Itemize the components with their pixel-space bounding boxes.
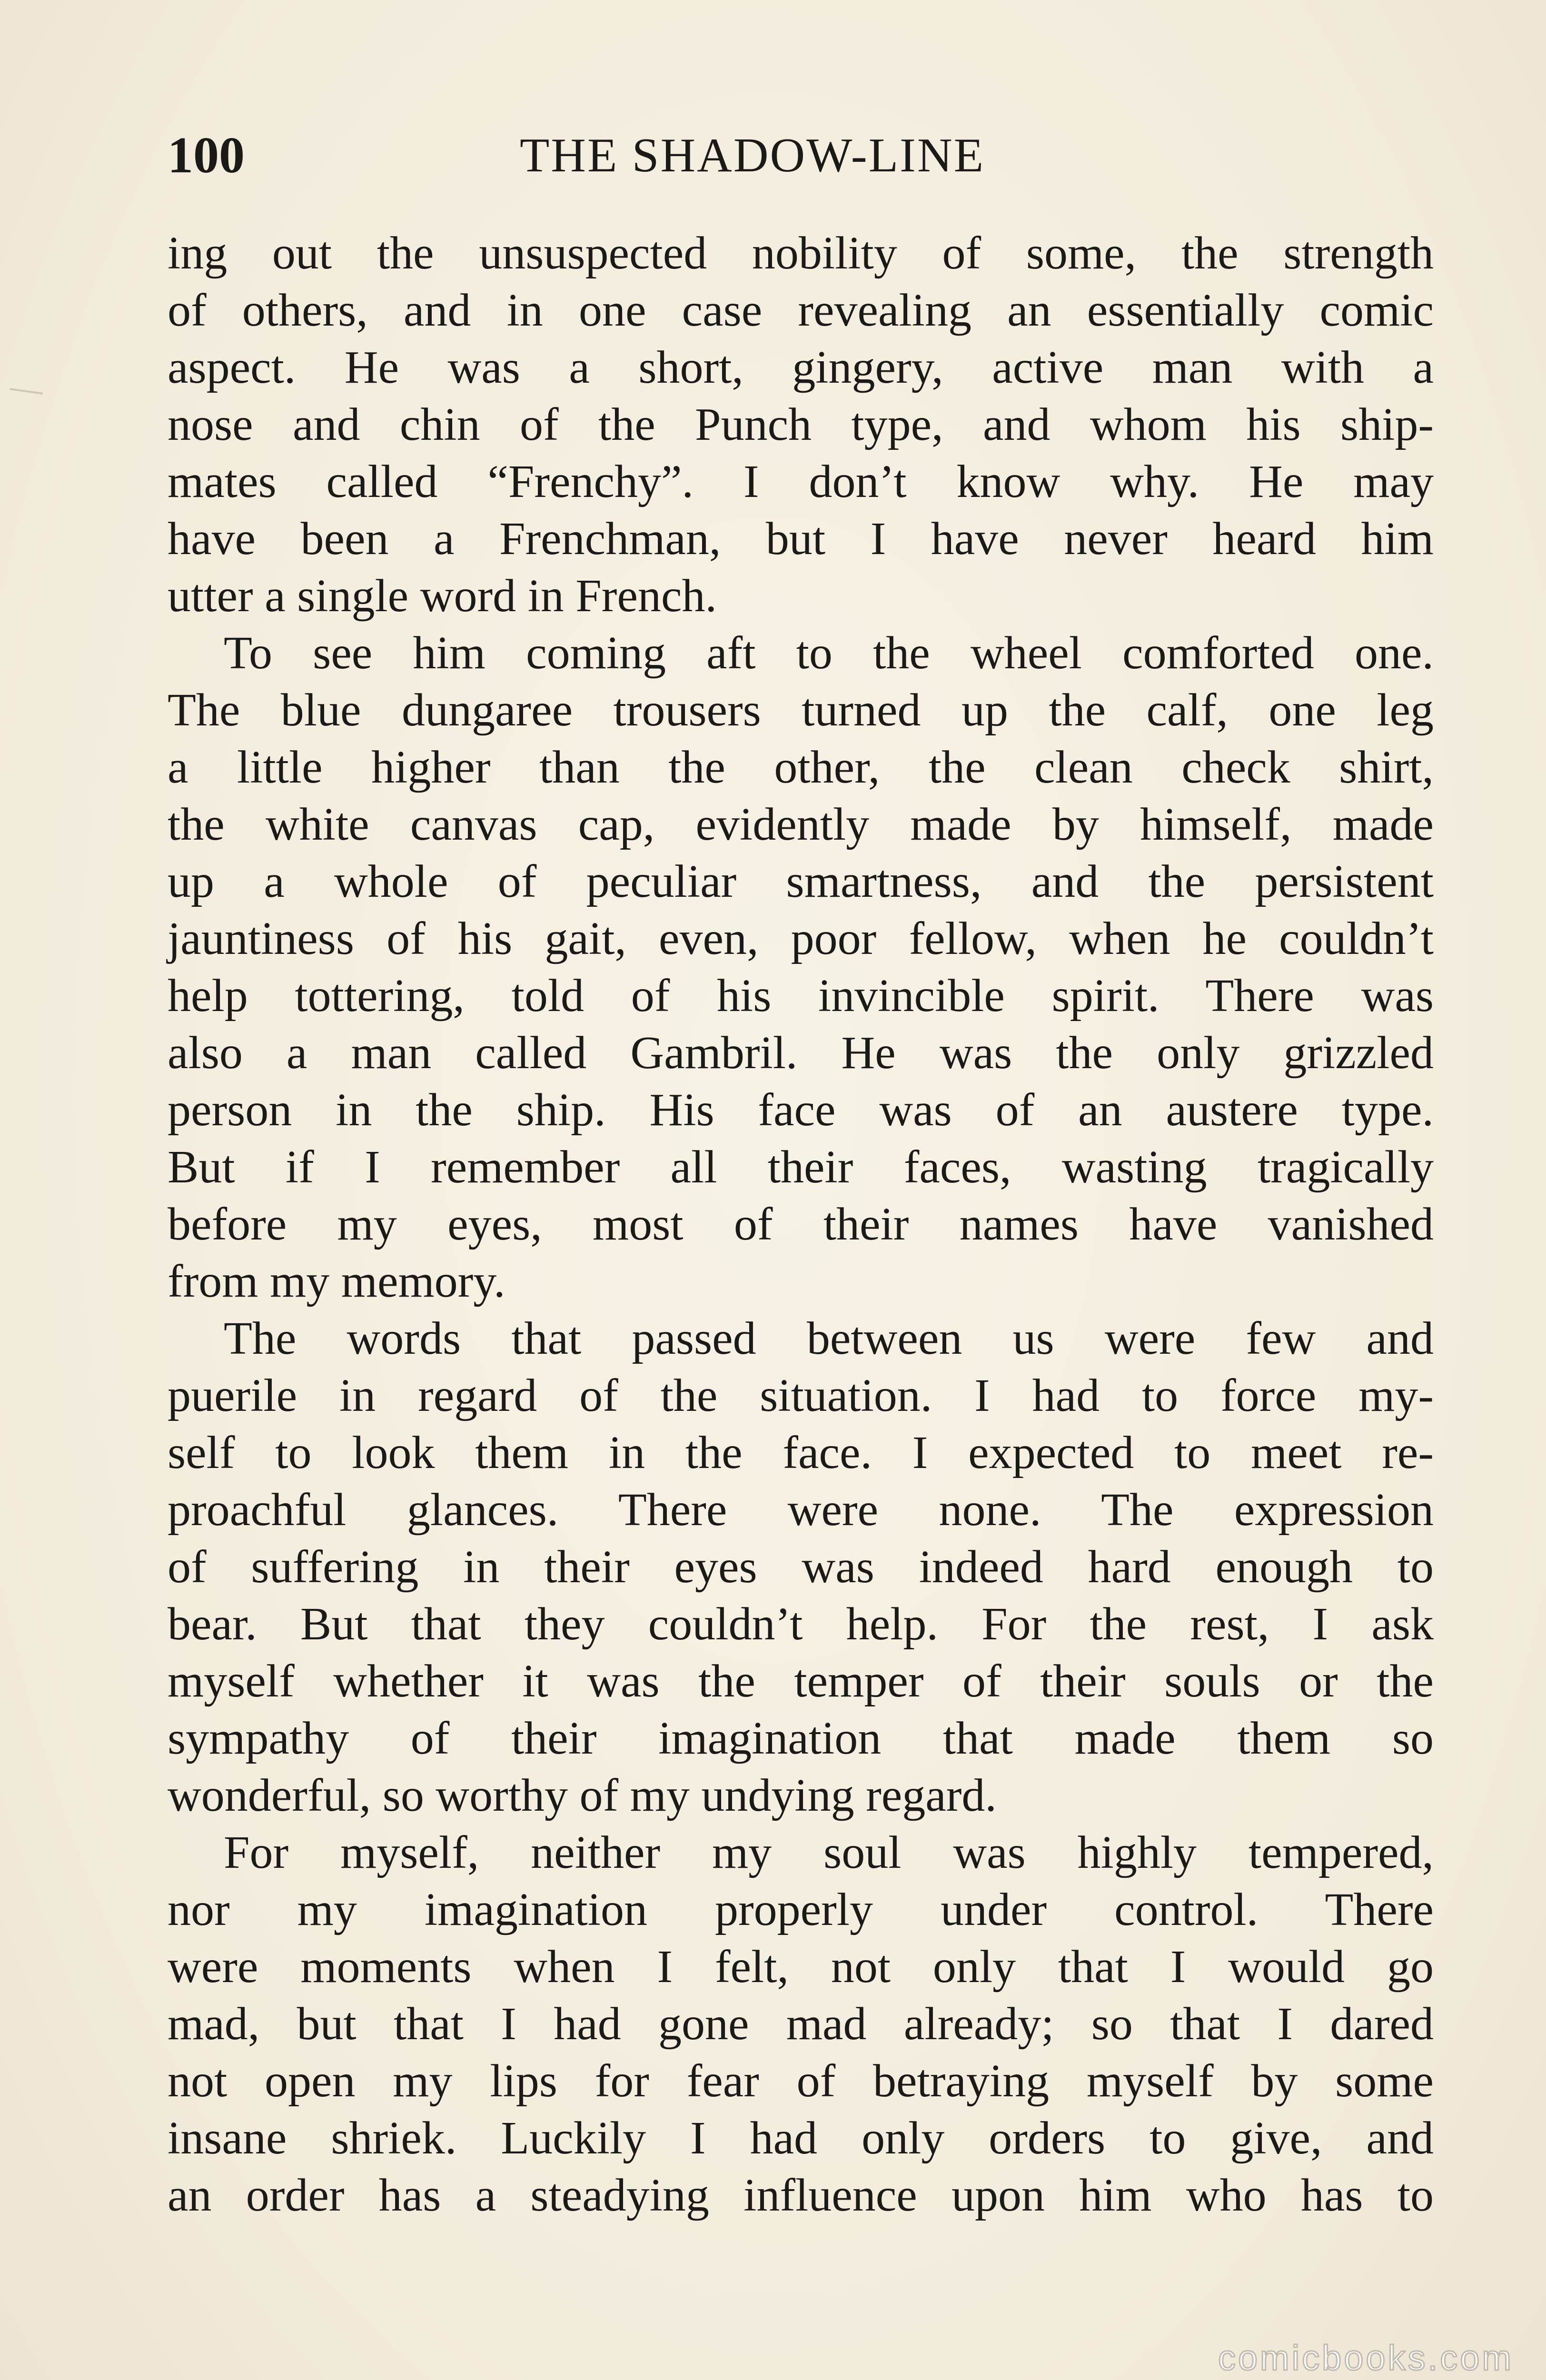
text-line: the white canvas cap, evidently made by himself, made — [168, 799, 1434, 850]
text-line: The blue dungaree trousers turned up the calf, one leg — [168, 684, 1434, 736]
text-line: For myself, neither my soul was highly tempered, — [224, 1827, 1434, 1878]
text-line: nose and chin of the Punch type, and whom his ship- — [168, 399, 1434, 450]
text-line: ing out the unsuspected nobility of some, the strength — [168, 228, 1434, 279]
text-line: have been a Frenchman, but I have never heard him — [168, 513, 1434, 565]
text-line: puerile in regard of the situation. I had to force my- — [168, 1370, 1434, 1421]
text-line: person in the ship. His face was of an austere type. — [168, 1084, 1434, 1136]
text-line: of others, and in one case revealing an essentially comic — [168, 285, 1434, 336]
text-line: proachful glances. There were none. The expression — [168, 1484, 1434, 1536]
text-line: self to look them in the face. I expected to meet re- — [168, 1427, 1434, 1478]
text-line: not open my lips for fear of betraying myself by some — [168, 2055, 1434, 2107]
watermark: comicbooks.com — [1218, 2338, 1514, 2378]
text-line: myself whether it was the temper of their souls or the — [168, 1656, 1434, 1707]
text-line: sympathy of their imagination that made them so — [168, 1713, 1434, 1764]
text-line: insane shriek. Luckily I had only orders to give, and — [168, 2112, 1434, 2164]
page-header — [168, 125, 1434, 187]
text-line: help tottering, told of his invincible spirit. There was — [168, 970, 1434, 1021]
text-line: from my memory. — [168, 1256, 505, 1307]
text-line: To see him coming aft to the wheel comforted one. — [224, 627, 1434, 679]
text-line: up a whole of peculiar smartness, and the persistent — [168, 856, 1434, 907]
text-line: mad, but that I had gone mad already; so that I dared — [168, 1998, 1434, 2050]
text-line: wonderful, so worthy of my undying regard. — [168, 1770, 997, 1821]
margin-mark — [10, 388, 43, 395]
text-line: before my eyes, most of their names have vanished — [168, 1199, 1434, 1250]
text-line: bear. But that they couldn’t help. For the rest, I ask — [168, 1598, 1434, 1650]
text-line: a little higher than the other, the clean check shirt, — [168, 742, 1434, 793]
text-line: of suffering in their eyes was indeed hard enough to — [168, 1541, 1434, 1593]
text-line: utter a single word in French. — [168, 570, 717, 622]
text-line: mates called “Frenchy”. I don’t know why. He may — [168, 456, 1434, 507]
body-text — [168, 225, 1434, 2224]
text-line: aspect. He was a short, gingery, active man with a — [168, 342, 1434, 393]
text-line: But if I remember all their faces, wasting tragically — [168, 1141, 1434, 1193]
text-line: an order has a steadying influence upon him who has to — [168, 2170, 1434, 2221]
text-line: nor my imagination properly under control. There — [168, 1884, 1434, 1935]
text-line: The words that passed between us were few and — [224, 1313, 1434, 1364]
text-line: were moments when I felt, not only that I would go — [168, 1941, 1434, 1993]
page-number: 100 — [168, 127, 245, 184]
running-head: THE SHADOW-LINE — [520, 129, 985, 182]
text-line: also a man called Gambril. He was the only grizzled — [168, 1027, 1434, 1079]
text-line: jauntiness of his gait, even, poor fellow, when he couldn’t — [168, 913, 1434, 964]
